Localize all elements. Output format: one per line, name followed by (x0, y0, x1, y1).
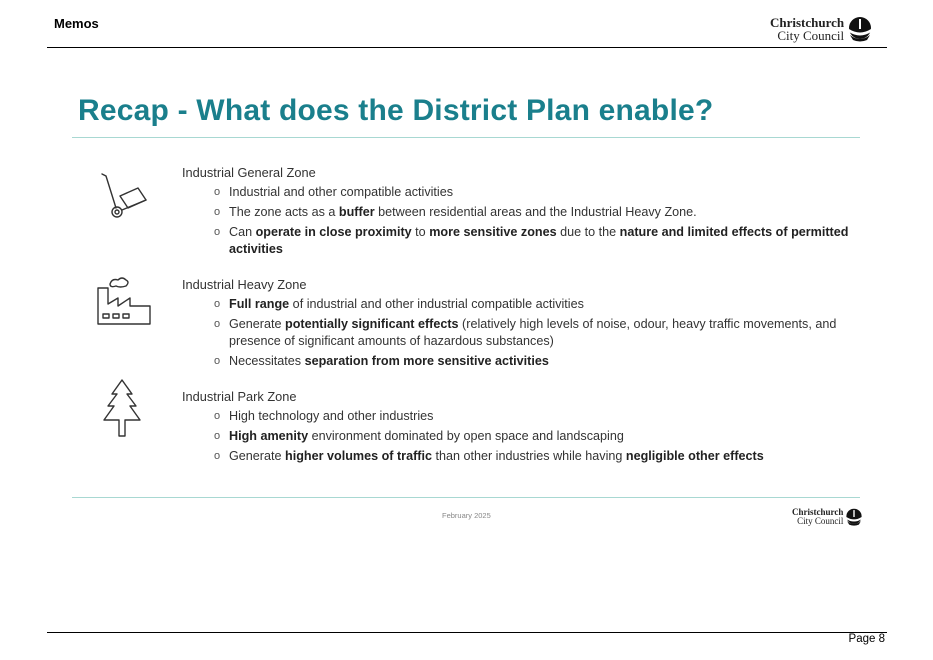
bullet-text: than other industries while having (431, 449, 626, 463)
bullet-bold-text: nature and limited effects of permitted activities (229, 225, 849, 256)
bullet-item (182, 428, 862, 445)
bullet-text: Generate (229, 317, 286, 331)
title-divider (72, 137, 860, 138)
bullet-bold-text: separation from more sensitive activities (304, 354, 549, 368)
council-emblem-icon (845, 508, 863, 526)
zone-bullets (182, 408, 862, 465)
bullet-text: of industrial and other industrial compatible activities (289, 297, 584, 311)
bullet-text: Necessitates (229, 354, 305, 368)
memo-label: Memos (54, 16, 99, 31)
bullet-text: to (411, 225, 430, 239)
footer-logo-line2: City Council (797, 516, 844, 526)
logo-line1: Christchurch (770, 15, 845, 30)
bullet-text: environment dominated by open space and landscaping (308, 429, 624, 443)
zone-bullets (182, 296, 862, 370)
bullet-bold-text: operate in close proximity (255, 225, 412, 239)
bullet-text: High technology and other industries (229, 409, 434, 423)
footer-divider (72, 497, 860, 498)
zone-heading: Industrial General Zone (182, 165, 316, 180)
bullet-text: The zone acts as a (229, 205, 339, 219)
bullet-text: (relatively high levels of noise, odour, heavy traffic movements, and presence of significant amounts of hazardous substances) (229, 317, 837, 348)
council-emblem-icon (847, 16, 873, 42)
bullet-item (182, 408, 862, 425)
pine-tree-icon (98, 378, 146, 438)
bullet-item (182, 224, 862, 258)
page-number: Page 8 (848, 633, 885, 645)
bullet-text: between residential areas and the Industrial Heavy Zone. (374, 205, 697, 219)
bullet-bold-text: negligible other effects (625, 449, 764, 463)
bullet-bold-text: High amenity (229, 429, 309, 443)
page-footer-rule (47, 632, 887, 633)
slide-title: Recap - What does the District Plan enable? (78, 94, 714, 127)
bullet-item (182, 353, 862, 370)
zone-industrial-park (182, 388, 862, 468)
bullet-bold-text: buffer (338, 205, 375, 219)
zone-industrial-general (182, 164, 862, 261)
council-logo (770, 16, 873, 42)
zone-heading: Industrial Heavy Zone (182, 277, 307, 292)
zone-bullets (182, 184, 862, 258)
bullet-bold-text: Full range (229, 297, 290, 311)
bullet-text: Can (229, 225, 256, 239)
footer-council-logo (792, 508, 863, 526)
bullet-text: Generate (229, 449, 286, 463)
bullet-item (182, 448, 862, 465)
factory-icon (94, 276, 152, 328)
slide-date: February 2025 (442, 511, 491, 520)
zone-industrial-heavy (182, 276, 862, 373)
bullet-item (182, 204, 862, 221)
zone-heading: Industrial Park Zone (182, 389, 297, 404)
bullet-item (182, 296, 862, 313)
bullet-bold-text: potentially significant effects (285, 317, 459, 331)
bullet-item (182, 184, 862, 201)
bullet-bold-text: higher volumes of traffic (285, 449, 432, 463)
header-rule (47, 47, 887, 48)
bullet-text: Industrial and other compatible activities (229, 185, 454, 199)
bullet-text: due to the (556, 225, 620, 239)
footer-logo-line1: Christchurch (792, 507, 844, 517)
logo-line2: City Council (777, 28, 845, 43)
hand-trolley-icon (98, 170, 150, 222)
bullet-bold-text: more sensitive zones (429, 225, 557, 239)
bullet-item (182, 316, 862, 350)
